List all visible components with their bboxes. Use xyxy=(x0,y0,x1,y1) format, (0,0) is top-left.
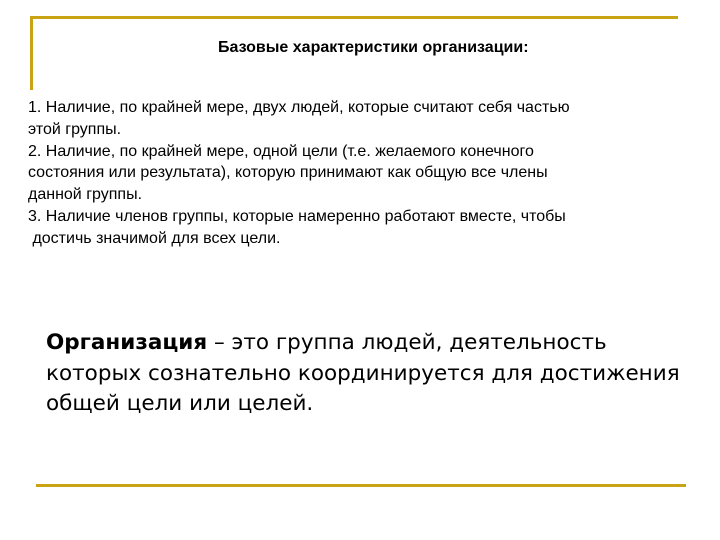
criterion-1-line-1: 1. Наличие, по крайней мере, двух людей, которые считают себя частью xyxy=(28,99,570,116)
decorative-bottom-rule xyxy=(36,484,686,487)
criterion-1-line-2: этой группы. xyxy=(28,120,122,138)
decorative-top-rule xyxy=(30,16,678,19)
slide-title: Базовые характеристики организации: xyxy=(218,39,529,56)
criterion-2-line-1: 2. Наличие, по крайней мере, одной цели (т.е. желаемого конечного xyxy=(28,142,534,160)
definition-text xyxy=(46,328,686,420)
criterion-3-line-1: 3. Наличие членов группы, которые намеренно работают вместе, чтобы xyxy=(28,207,566,225)
criterion-3-line-2: достичь значимой для всех цели. xyxy=(28,229,281,247)
criterion-2-line-2: состояния или результата), которую принимают как общую все члены xyxy=(28,164,548,182)
definition-body: – это группа людей, деятельность которых сознательно координируется для достижения общей цели или целей. xyxy=(46,330,680,416)
definition-term: Организация xyxy=(46,330,208,355)
definition-block xyxy=(46,328,686,420)
criterion-2-line-3: данной группы. xyxy=(28,186,143,204)
criteria-list xyxy=(28,97,718,250)
